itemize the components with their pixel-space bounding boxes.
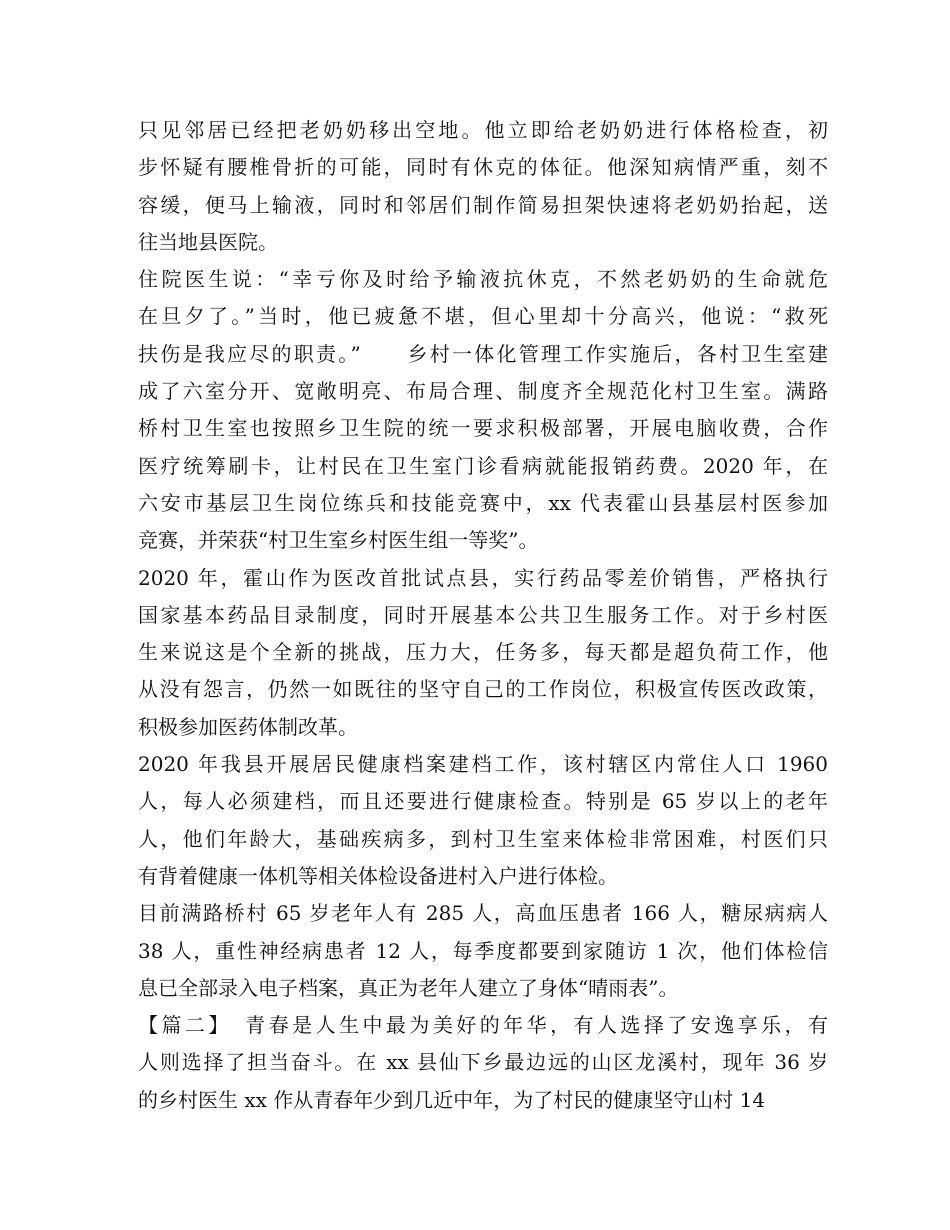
text-line: 成了六室分开、宽敞明亮、布局合理、制度齐全规范化村卫生室。满路	[138, 379, 828, 404]
text-line: 步怀疑有腰椎骨折的可能，同时有休克的体征。他深知病情严重，刻不	[138, 155, 828, 180]
text-line: 住院医生说：“幸亏你及时给予输液抗休克，不然老奶奶的生命就危	[138, 267, 828, 292]
text-line: 竞赛，并荣获“村卫生室乡村医生组一等奖”。	[138, 528, 539, 553]
text-line: 往当地县医院。	[138, 229, 278, 254]
text-line: 只见邻居已经把老奶奶移出空地。他立即给老奶奶进行体格检查，初	[138, 118, 828, 142]
text-line: 容缓，便马上输液，同时和邻居们制作简易担架快速将老奶奶抬起，送	[138, 192, 828, 217]
text-line: 2020 年我县开展居民健康档案建档工作，该村辖区内常住人口 1960	[138, 752, 828, 777]
text-line: 六安市基层卫生岗位练兵和技能竞赛中，xx 代表霍山县基层村医参加	[138, 490, 828, 515]
text-line: 桥村卫生室也按照乡卫生院的统一要求积极部署，开展电脑收费，合作	[138, 416, 828, 441]
text-line: 在旦夕了。”当时，他已疲惫不堪，但心里却十分高兴，他说：“救死	[138, 304, 828, 329]
text-line: 38 人，重性神经病患者 12 人，每季度都要到家随访 1 次，他们体检信	[138, 938, 828, 963]
paragraph	[138, 746, 828, 895]
text-line: 积极参加医药体制改革。	[138, 714, 358, 739]
text-line: 人，每人必须建档，而且还要进行健康检查。特别是 65 岁以上的老年	[138, 789, 828, 814]
text-line: 人则选择了担当奋斗。在 xx 县仙下乡最边远的山区龙溪村，现年 36 岁	[138, 1050, 828, 1075]
paragraph	[138, 261, 828, 559]
text-line: 从没有怨言，仍然一如既往的坚守自己的工作岗位，积极宣传医改政策，	[138, 677, 828, 702]
text-line: 2020 年，霍山作为医改首批试点县，实行药品零差价销售，严格执行	[138, 565, 828, 590]
document-body	[138, 112, 828, 1119]
text-line: 有背着健康一体机等相关体检设备进村入户进行体检。	[138, 863, 618, 888]
text-line: 【篇二】 青春是人生中最为美好的年华，有人选择了安逸享乐，有	[138, 1013, 828, 1038]
paragraph	[138, 560, 828, 746]
text-line: 生来说这是个全新的挑战，压力大，任务多，每天都是超负荷工作，他	[138, 640, 828, 665]
text-line: 扶伤是我应尽的职责。” 乡村一体化管理工作实施后，各村卫生室建	[138, 341, 828, 366]
text-line: 息已全部录入电子档案，真正为老年人建立了身体“晴雨表”。	[138, 975, 679, 1000]
text-line: 医疗统筹刷卡，让村民在卫生室门诊看病就能报销药费。2020 年，在	[138, 453, 828, 478]
text-line: 目前满路桥村 65 岁老年人有 285 人，高血压患者 166 人，糖尿病病人	[138, 901, 828, 926]
text-line: 人，他们年龄大，基础疾病多，到村卫生室来体检非常困难，村医们只	[138, 826, 828, 851]
paragraph	[138, 112, 828, 261]
paragraph	[138, 895, 828, 1007]
paragraph	[138, 1007, 828, 1119]
text-line: 的乡村医生 xx 作从青春年少到几近中年，为了村民的健康坚守山村 14	[138, 1087, 766, 1112]
text-line: 国家基本药品目录制度，同时开展基本公共卫生服务工作。对于乡村医	[138, 602, 828, 627]
